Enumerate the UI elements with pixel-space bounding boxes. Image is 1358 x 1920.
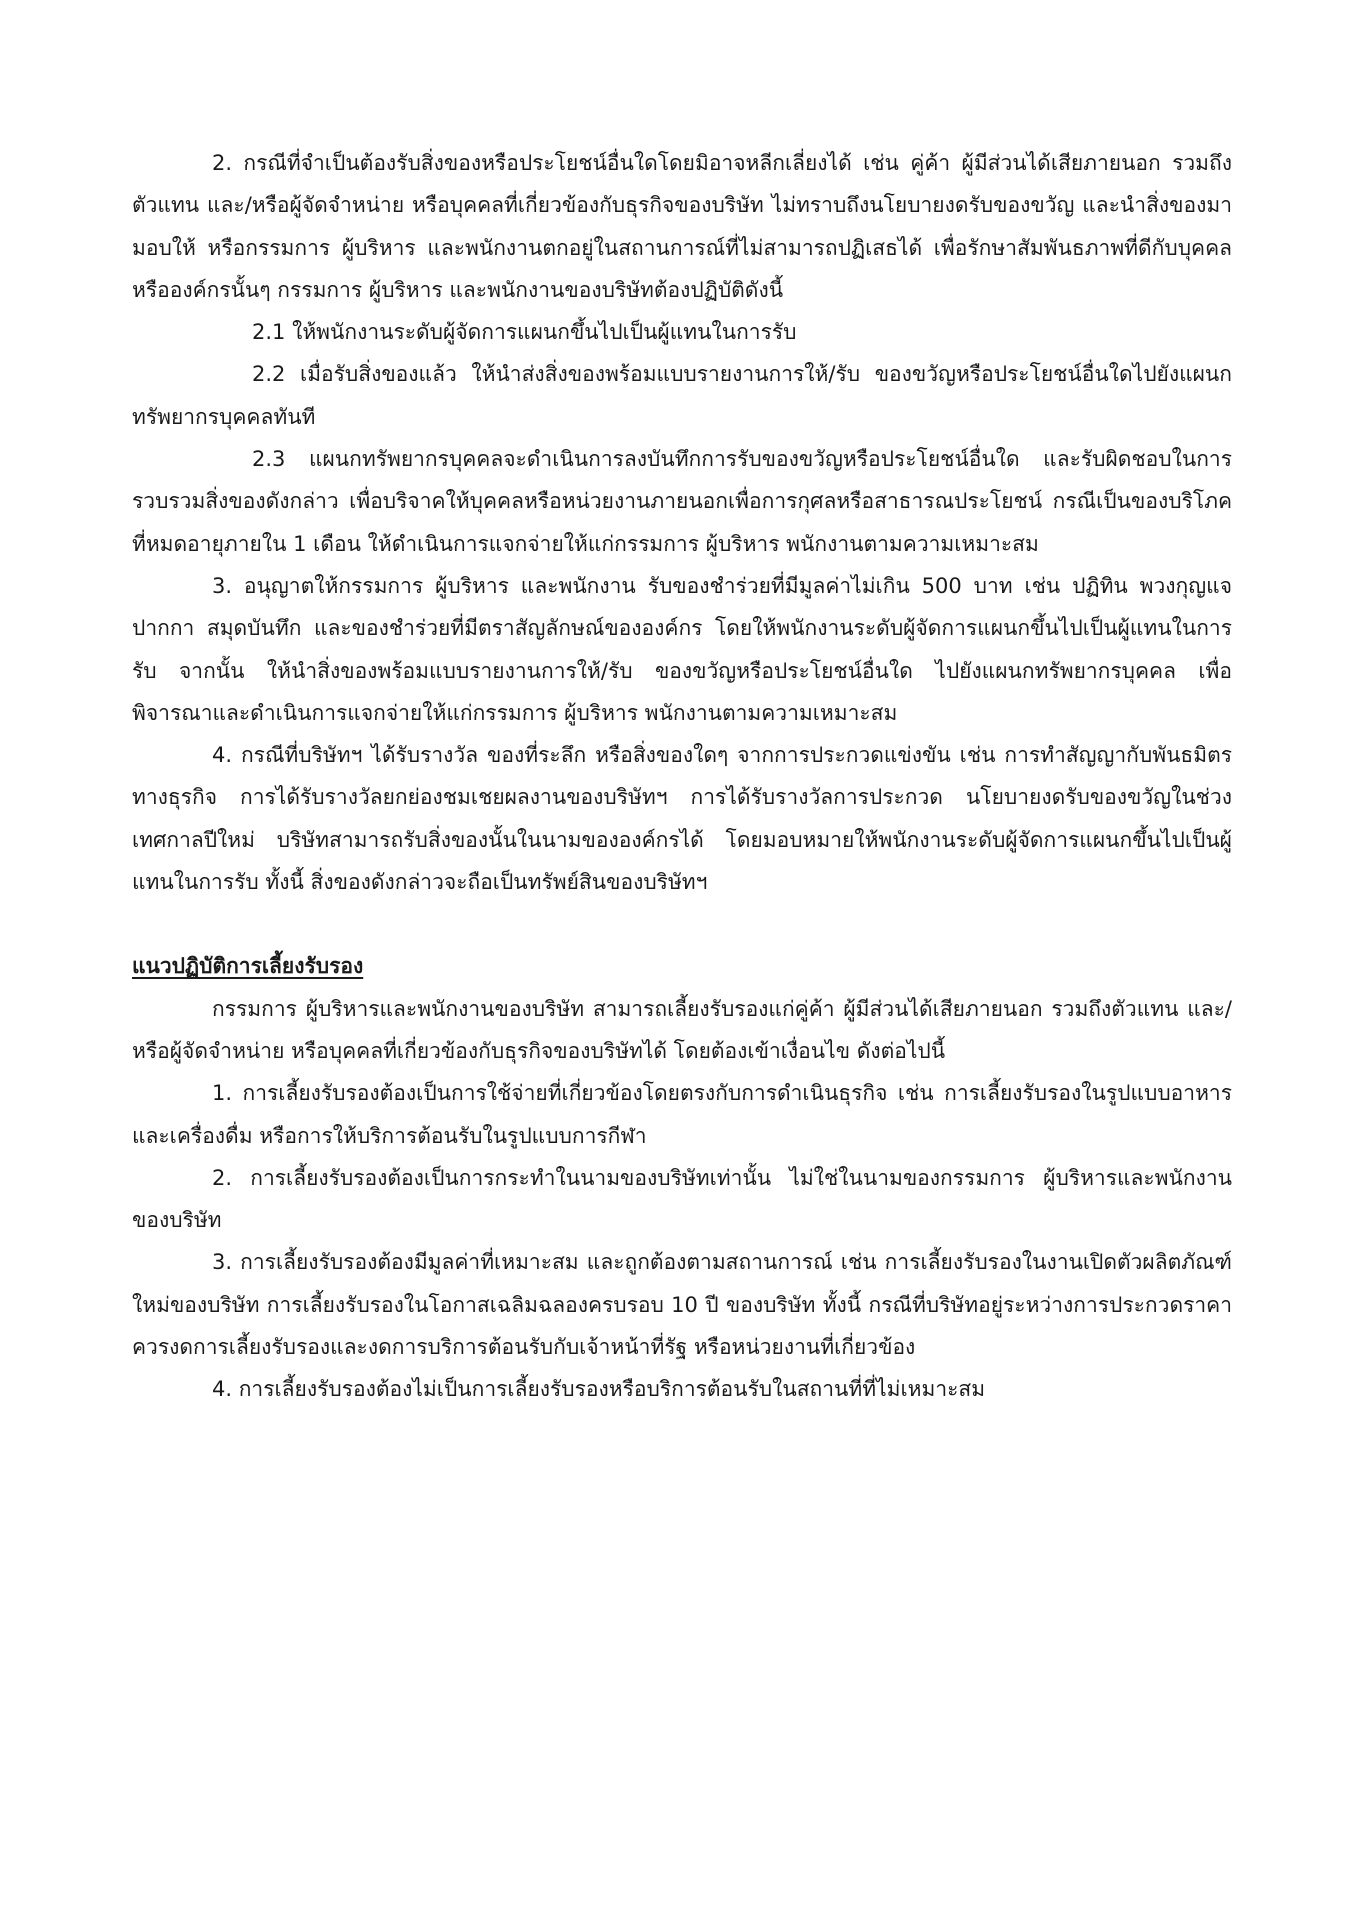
hospitality-intro: กรรมการ ผู้บริหารและพนักงานของบริษัท สามารถเลี้ยงรับรองแก่คู่ค้า ผู้มีส่วนได้เสียภายนอก รวมถึงตัวแทน และ/หรือผู้จัดจำหน่าย หรือบุคคลที่เกี่ยวข้องกับธุรกิจของบริษัทได้ โดยต้องเข้าเงื่อนไข ดังต่อไปนี้: [132, 996, 1232, 1063]
paragraph-2-2: 2.2 เมื่อรับสิ่งของแล้ว ให้นำส่งสิ่งของพร้อมแบบรายงานการให้/รับ ของขวัญหรือประโยชน์อื่นใดไปยังแผนกทรัพยากรบุคคลทันที: [132, 362, 1232, 429]
hospitality-item-2: 2. การเลี้ยงรับรองต้องเป็นการกระทำในนามของบริษัทเท่านั้น ไม่ใช่ในนามของกรรมการ ผู้บริหารและพนักงานของบริษัท: [132, 1165, 1232, 1233]
section-heading-hospitality: แนวปฏิบัติการเลี้ยงรับรอง: [132, 954, 364, 979]
hospitality-item-4: 4. การเลี้ยงรับรองต้องไม่เป็นการเลี้ยงรับรองหรือบริการต้อนรับในสถานที่ที่ไม่เหมาะสม: [212, 1377, 986, 1402]
paragraph-4: 4. กรณีที่บริษัทฯ ได้รับรางวัล ของที่ระลึก หรือสิ่งของใดๆ จากการประกวดแข่งขัน เช่น การทำสัญญากับพันธมิตรทางธุรกิจ การได้รับรางวัลยกย่องชมเชยผลงานของบริษัทฯ การได้รับรางวัลการประกวด นโยบายงดรับของขวัญในช่วงเทศกาลปีใหม่ บริษัทสามารถรับสิ่งของนั้นในนามขององค์กรได้ โดยมอบหมายให้พนักงานระดับผู้จัดการแผนกขึ้นไปเป็นผู้แทนในการรับ ทั้งนี้ สิ่งของดังกล่าวจะถือเป็นทรัพย์สินของบริษัทฯ: [132, 743, 1232, 895]
hospitality-item-1: 1. การเลี้ยงรับรองต้องเป็นการใช้จ่ายที่เกี่ยวข้องโดยตรงกับการดำเนินธุรกิจ เช่น การเลี้ยงรับรองในรูปแบบอาหารและเครื่องดื่ม หรือการให้บริการต้อนรับในรูปแบบการกีฬา: [132, 1081, 1232, 1148]
paragraph-3: 3. อนุญาตให้กรรมการ ผู้บริหาร และพนักงาน รับของชำร่วยที่มีมูลค่าไม่เกิน 500 บาท เช่น ปฏิทิน พวงกุญแจ ปากกา สมุดบันทึก และของชำร่วยที่มีตราสัญลักษณ์ขององค์กร โดยให้พนักงานระดับผู้จัดการแผนกขึ้นไปเป็นผู้แทนในการรับ จากนั้น ให้นำสิ่งของพร้อมแบบรายงานการให้/รับ ของขวัญหรือประโยชน์อื่นใด ไปยังแผนกทรัพยากรบุคคล เพื่อพิจารณาและดำเนินการแจกจ่ายให้แก่กรรมการ ผู้บริหาร พนักงานตามความเหมาะสม: [132, 573, 1232, 725]
hospitality-item-3: 3. การเลี้ยงรับรองต้องมีมูลค่าที่เหมาะสม และถูกต้องตามสถานการณ์ เช่น การเลี้ยงรับรองในงานเปิดตัวผลิตภัณฑ์ใหม่ของบริษัท การเลี้ยงรับรองในโอกาสเฉลิมฉลองครบรอบ 10 ปี ของบริษัท ทั้งนี้ กรณีที่บริษัทอยู่ระหว่างการประกวดราคา ควรงดการเลี้ยงรับรองและงดการบริการต้อนรับกับเจ้าหน้าที่รัฐ หรือหน่วยงานที่เกี่ยวข้อง: [132, 1250, 1232, 1360]
document-body: [132, 142, 1232, 1411]
paragraph-2-1: 2.1 ให้พนักงานระดับผู้จัดการแผนกขึ้นไปเป็นผู้แทนในการรับ: [252, 320, 797, 345]
paragraph-2: 2. กรณีที่จำเป็นต้องรับสิ่งของหรือประโยชน์อื่นใดโดยมิอาจหลีกเลี่ยงได้ เช่น คู่ค้า ผู้มีส่วนได้เสียภายนอก รวมถึงตัวแทน และ/หรือผู้จัดจำหน่าย หรือบุคคลที่เกี่ยวข้องกับธุรกิจของบริษัท ไม่ทราบถึงนโยบายงดรับของขวัญ และนำสิ่งของมามอบให้ หรือกรรมการ ผู้บริหาร และพนักงานตกอยู่ในสถานการณ์ที่ไม่สามารถปฏิเสธได้ เพื่อรักษาสัมพันธภาพที่ดีกับบุคคลหรือองค์กรนั้นๆ กรรมการ ผู้บริหาร และพนักงานของบริษัทต้องปฏิบัติดังนี้: [132, 151, 1232, 302]
paragraph-2-3: 2.3 แผนกทรัพยากรบุคคลจะดำเนินการลงบันทึกการรับของขวัญหรือประโยชน์อื่นใด และรับผิดชอบในการรวบรวมสิ่งของดังกล่าว เพื่อบริจาคให้บุคคลหรือหน่วยงานภายนอกเพื่อการกุศลหรือสาธารณประโยชน์ กรณีเป็นของบริโภคที่หมดอายุภายใน 1 เดือน ให้ดำเนินการแจกจ่ายให้แก่กรรมการ ผู้บริหาร พนักงานตามความเหมาะสม: [132, 447, 1232, 556]
